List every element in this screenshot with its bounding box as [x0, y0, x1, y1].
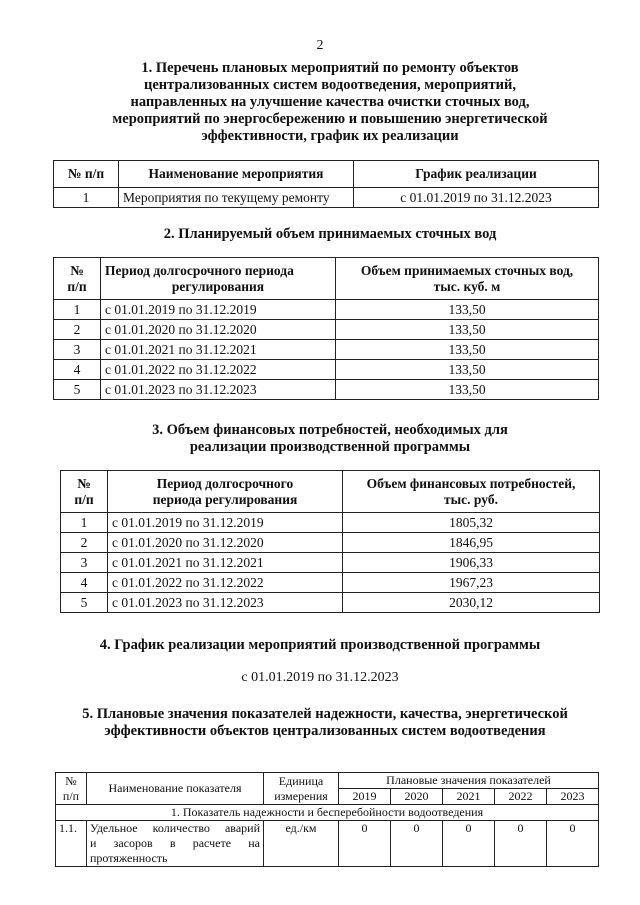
- cell-num: 5: [54, 380, 101, 400]
- activities-table: [53, 160, 599, 208]
- plan-values-header: Плановые значения показателей: [339, 773, 599, 789]
- section-4-title: 4. График реализации мероприятий производственной программы: [99, 637, 541, 653]
- cell-num: 1: [54, 300, 101, 320]
- table-row: [54, 380, 599, 400]
- col-num-header: № п/п: [61, 471, 108, 513]
- table-row: [61, 553, 600, 573]
- section-2-title: 2. Планируемый объем принимаемых сточных вод: [163, 226, 497, 242]
- cell-num: 3: [54, 340, 101, 360]
- cell-num: 2: [61, 533, 108, 553]
- col-period-header: Период долгосрочного периода регулирования: [101, 258, 336, 300]
- table-row: [61, 533, 600, 553]
- table-row: [56, 821, 599, 867]
- cell-volume: 133,50: [336, 360, 599, 380]
- cell-num: 1: [54, 188, 119, 208]
- cell-period: с 01.01.2020 по 31.12.2020: [101, 320, 336, 340]
- table-row: [54, 188, 599, 208]
- cell-period: с 01.01.2021 по 31.12.2021: [101, 340, 336, 360]
- cell-amount: 1906,33: [343, 553, 600, 573]
- cell-activity: Мероприятия по текущему ремонту: [119, 188, 354, 208]
- year-header: 2022: [494, 789, 546, 805]
- cell-period: с 01.01.2019 по 31.12.2019: [101, 300, 336, 320]
- col-name-header: Наименование мероприятия: [119, 161, 354, 188]
- cell-indicator: Удельное количество аварий и засоров в расчете на протяженность: [87, 821, 264, 867]
- cell-volume: 133,50: [336, 340, 599, 360]
- year-header: 2019: [339, 789, 391, 805]
- col-schedule-header: График реализации: [354, 161, 599, 188]
- cell-schedule: с 01.01.2019 по 31.12.2023: [354, 188, 599, 208]
- section-5-title: 5. Плановые значения показателей надежности, качества, энергетической эффективности объектов централизованных систем водоотведения: [82, 706, 568, 739]
- cell-num: 4: [61, 573, 108, 593]
- financial-needs-table: [60, 470, 600, 613]
- cell-num: 1.1.: [56, 821, 87, 867]
- cell-volume: 133,50: [336, 300, 599, 320]
- cell-unit: ед./км: [264, 821, 339, 867]
- cell-period: с 01.01.2022 по 31.12.2022: [108, 573, 343, 593]
- col-num-header: № п/п: [54, 258, 101, 300]
- col-num-header: № п/п: [56, 773, 87, 805]
- table-header-row: [56, 773, 599, 789]
- table-row: [61, 513, 600, 533]
- col-unit-header: Единица измерения: [264, 773, 339, 805]
- col-indicator-header: Наименование показателя: [87, 773, 264, 805]
- cell-value: 0: [390, 821, 442, 867]
- page-number: 2: [316, 38, 324, 53]
- cell-volume: 133,50: [336, 380, 599, 400]
- table-header-row: [54, 161, 599, 188]
- cell-value: 0: [546, 821, 598, 867]
- table-row: [61, 593, 600, 613]
- table-row: [54, 320, 599, 340]
- cell-num: 4: [54, 360, 101, 380]
- cell-period: с 01.01.2023 по 31.12.2023: [101, 380, 336, 400]
- col-num-header: № п/п: [54, 161, 119, 188]
- cell-volume: 133,50: [336, 320, 599, 340]
- cell-period: с 01.01.2021 по 31.12.2021: [108, 553, 343, 573]
- year-header: 2020: [390, 789, 442, 805]
- year-header: 2021: [442, 789, 494, 805]
- cell-value: 0: [494, 821, 546, 867]
- cell-value: 0: [339, 821, 391, 867]
- table-header-row: [54, 258, 599, 300]
- cell-period: с 01.01.2023 по 31.12.2023: [108, 593, 343, 613]
- table-header-row: [61, 471, 600, 513]
- cell-num: 5: [61, 593, 108, 613]
- table-row: [61, 573, 600, 593]
- indicators-table: [55, 772, 599, 867]
- col-volume-header: Объем принимаемых сточных вод, тыс. куб. м: [336, 258, 599, 300]
- cell-amount: 1846,95: [343, 533, 600, 553]
- section-row: [56, 805, 599, 821]
- section-4-period: с 01.01.2019 по 31.12.2023: [241, 670, 399, 685]
- section-1-label: 1. Показатель надежности и бесперебойности водоотведения: [56, 805, 599, 821]
- section-3-title: 3. Объем финансовых потребностей, необходимых для реализации производственной программы: [152, 422, 508, 455]
- cell-amount: 2030,12: [343, 593, 600, 613]
- cell-value: 0: [442, 821, 494, 867]
- table-row: [54, 340, 599, 360]
- cell-num: 1: [61, 513, 108, 533]
- cell-period: с 01.01.2022 по 31.12.2022: [101, 360, 336, 380]
- cell-amount: 1805,32: [343, 513, 600, 533]
- col-finance-header: Объем финансовых потребностей, тыс. руб.: [343, 471, 600, 513]
- table-row: [54, 300, 599, 320]
- cell-period: с 01.01.2020 по 31.12.2020: [108, 533, 343, 553]
- section-1-title: 1. Перечень плановых мероприятий по ремонту объектов централизованных систем водоотведения, мероприятий, направленных на улучшение качества очистки сточных вод, мероприятий по энергосбережению и повышению энергетической эффективности, график их реализации: [112, 60, 548, 144]
- col-period-header: Период долгосрочного периода регулирования: [108, 471, 343, 513]
- wastewater-volume-table: [53, 257, 599, 400]
- cell-period: с 01.01.2019 по 31.12.2019: [108, 513, 343, 533]
- table-row: [54, 360, 599, 380]
- cell-num: 2: [54, 320, 101, 340]
- year-header: 2023: [546, 789, 598, 805]
- cell-num: 3: [61, 553, 108, 573]
- cell-amount: 1967,23: [343, 573, 600, 593]
